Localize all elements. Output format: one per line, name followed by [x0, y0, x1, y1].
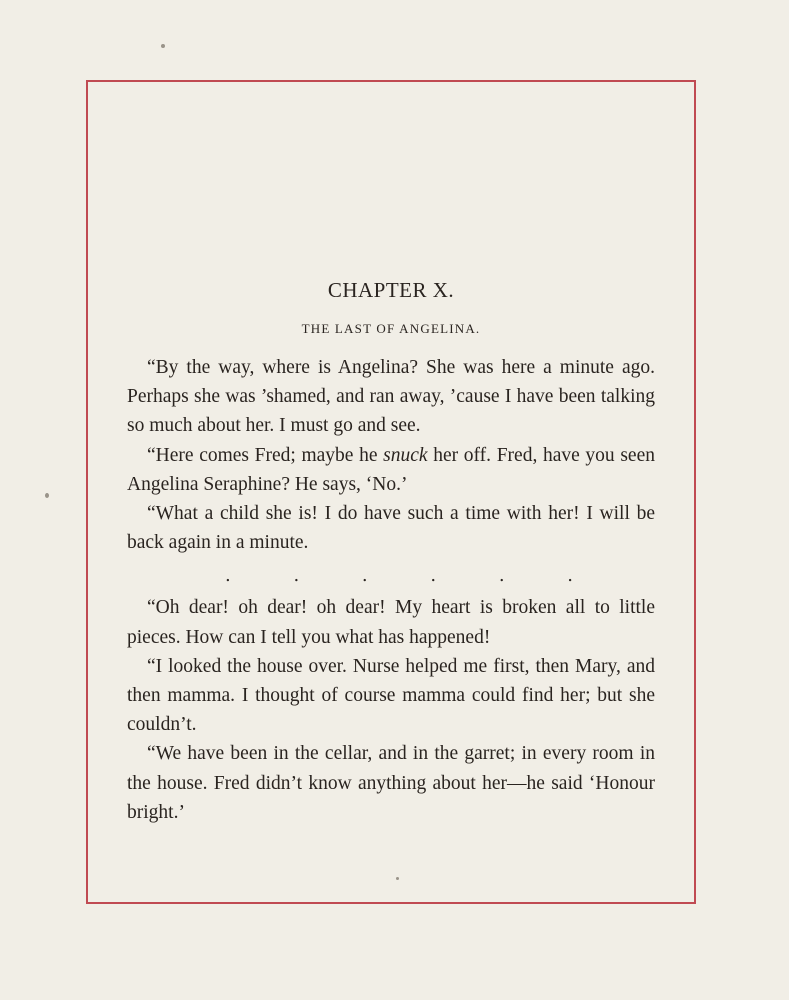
paragraph: “Oh dear! oh dear! oh dear! My heart is broken all to little pieces. How can I tell you what has happened!	[127, 597, 655, 648]
paragraph: “We have been in the cellar, and in the garret; in every room in the house. Fred didn’t know anything about her—he said ‘Honour bright.’	[127, 743, 655, 823]
chapter-heading: CHAPTER X.	[327, 278, 455, 302]
section-break	[127, 557, 655, 593]
chapter-title: THE LAST OF ANGELINA.	[301, 321, 481, 336]
section-break-dot: .	[361, 564, 368, 586]
section-break-dot: .	[430, 564, 437, 586]
paragraph-text: “Here comes Fred; maybe he	[147, 444, 384, 466]
paragraph: “By the way, where is Angelina? She was here a minute ago. Perhaps she was ’shamed, and ran away, ’cause I have been talking so much about her. I must go and see.	[127, 357, 655, 437]
section-break-dot: .	[567, 564, 573, 586]
emphasized-word: snuck	[383, 444, 428, 466]
text-block	[127, 278, 655, 827]
section-break-dot: .	[225, 564, 231, 586]
paper-speck	[161, 44, 165, 48]
section-break-dot: .	[498, 564, 505, 586]
section-break-dot: .	[293, 564, 300, 586]
paragraph: “I looked the house over. Nurse helped me first, then Mary, and then mamma. I thought of course mamma could find her; but she couldn’t.	[127, 655, 655, 736]
paragraph: “What a child she is! I do have such a time with her! I will be back again in a minute.	[127, 503, 655, 554]
paragraph-text: her off. Fred, have you seen Angelina Seraphine? He says, ‘No.’	[127, 444, 655, 495]
paragraph	[127, 441, 655, 499]
paper-speck	[45, 493, 49, 498]
